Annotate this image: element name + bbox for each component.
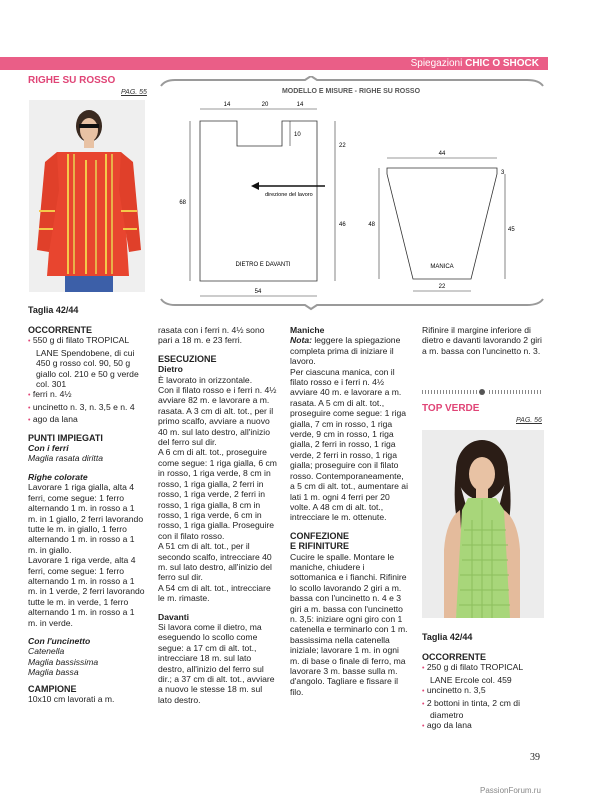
stitch-catenella: Catenella (28, 646, 65, 657)
righe-text-2: Lavorare 1 riga verde, alta 4 ferri, come segue: 1 ferro alternando 1 m. in rosso a 1 m. in 1 verde, 2 ferri lavorando tutte le m. in verde, 1 ferro alternando 1 m. in rosso a 1 m. in verde. (28, 555, 145, 628)
photo-top-verde (422, 430, 544, 618)
stitch-bassissima: Maglia bassissima (28, 656, 99, 667)
body-label: DIETRO E DAVANTI (235, 262, 291, 268)
item-title-righe: RIGHE SU ROSSO (28, 75, 116, 86)
photo-sweater-figure (29, 100, 145, 292)
material-2: • ferri n. 4½ (28, 389, 72, 400)
photo-top-figure (422, 430, 544, 618)
dim-22: 22 (339, 143, 346, 149)
dim-3: 3 (501, 170, 505, 176)
sleeve-outline (387, 168, 497, 279)
top-material-2: • uncinetto n. 3,5 (422, 685, 486, 696)
subheading-uncinetto: Con l'uncinetto (28, 635, 91, 646)
dim-10: 10 (294, 132, 301, 138)
top-material-1: • 250 g di filato TROPICAL LANE Ercole col. 459 (422, 662, 523, 685)
diagram-title: MODELLO E MISURE - RIGHE SU ROSSO (281, 88, 421, 95)
size-righe: Taglia 42/44 (28, 305, 79, 315)
header-brand: CHIC O SHOCK (465, 58, 539, 69)
direction-label: direzione del lavoro (265, 192, 313, 198)
heading-esecuzione: ESECUZIONE (158, 353, 217, 364)
size-top-verde: Taglia 42/44 (422, 632, 473, 642)
campione-continuation: rasata con i ferri n. 4½ sono pari a 18 m. e 23 ferri. (158, 325, 265, 346)
column-2 (158, 325, 278, 705)
dietro-text-3: A 6 cm di alt. tot., proseguire come segue: 1 riga gialla, 6 cm in rosso, 1 riga verde, 8 cm in rosso, 1 riga gialla, 2 ferri in rosso, 1 riga verde, 2 ferri in rosso, 1 riga gialla, 8 cm in rosso, 1 riga verde, 6 cm in rosso, 1 riga gialla. Proseguire con il filato rosso. (158, 447, 277, 541)
dim-45: 45 (508, 227, 515, 233)
dim-14a: 14 (223, 102, 231, 108)
material-3: • uncinetto n. 3, n. 3,5 e n. 4 (28, 401, 135, 412)
heading-confezione: CONFEZIONE (290, 530, 350, 541)
heading-punti: PUNTI IMPIEGATI (28, 432, 103, 443)
subheading-ferri: Con i ferri (28, 443, 69, 454)
dim-68: 68 (179, 200, 186, 206)
diagram-top-bracket (161, 76, 543, 86)
diagram-bottom-bracket (161, 299, 543, 309)
diagram-svg (155, 76, 548, 311)
page-number: 39 (530, 752, 540, 763)
material-4: • ago da lana (28, 414, 78, 425)
top-material-3: • 2 bottoni in tinta, 2 cm di diametro (422, 697, 520, 721)
subheading-davanti: Davanti (158, 611, 190, 622)
dietro-text-4: A 51 cm di alt. tot., per il secondo scalfo, intrecciare 40 m. sul lato destro, all'inizio del ferro sul dir. (158, 541, 272, 583)
heading-occorrente: OCCORRENTE (28, 325, 93, 335)
item-title-top-verde: TOP VERDE (422, 403, 480, 414)
dietro-text-2: Con il filato rosso e i ferri n. 4½ avviare 82 m. e lavorare a m. rasata. A 3 cm di alt. tot., per il primo scalfo, avviare a nuovo 40 m. sul lato destro, all'inizio del ferro sul dir. (158, 385, 277, 448)
heading-campione: CAMPIONE (28, 683, 77, 694)
material-1: • 550 g di filato TROPICAL LANE Spendobene, di cui 450 g rosso col. 90, 50 g giallo col. 210 e 50 g verde col. 301 (28, 335, 139, 390)
top-material-4: • ago da lana (422, 720, 472, 731)
dim-22-sleeve: 22 (438, 284, 446, 290)
subheading-dietro: Dietro (158, 364, 183, 375)
dim-46: 46 (339, 222, 346, 228)
subheading-righe: Righe colorate (28, 471, 88, 482)
dim-20: 20 (261, 102, 269, 108)
header-text (411, 57, 539, 70)
confezione-text: Cucire le spalle. Montare le maniche, chiudere i sottomanica e i fianchi. Rifinire lo scollo lavorando 2 giri a m. bassa con l'uncinetto n. 4 e 3 giri a m. bassa con l'uncinetto n. 3,5: iniziare ogni giro con 1 catenella e terminarlo con 1 m. bassissima nella catenella iniziale; lavorare 1 m. in ogni m. di base o finale di ferro, ma lavorare 3 m. basse sulla m. d'angolo. Tagliare e fissare il filo. (290, 551, 408, 697)
page-ref-top-verde: PAG. 56 (516, 417, 542, 424)
column-3 (290, 325, 410, 697)
column-1 (28, 325, 146, 704)
heading-rifiniture: E RIFINITURE (290, 541, 350, 552)
dietro-text-1: È lavorato in orizzontale. (158, 374, 253, 385)
dim-14b: 14 (296, 102, 304, 108)
righe-text-1: Lavorare 1 riga gialla, alta 4 ferri, come segue: 1 ferro alternando 1 m. in rosso a 1 m. in 1 giallo, 2 ferri lavorando tutte le m. in giallo, 1 ferro alternando 1 m. in rosso a 1 m. in giallo. (28, 482, 144, 555)
body-outline (200, 121, 317, 281)
sleeve-label: MANICA (430, 264, 454, 270)
column-4-bottom (422, 652, 544, 733)
campione-text: 10x10 cm lavorati a m. (28, 694, 115, 704)
dim-44: 44 (438, 151, 446, 157)
heading-occorrente-top: OCCORRENTE (422, 652, 487, 662)
stitch-rasata: Maglia rasata diritta (28, 453, 103, 464)
header-section: Spiegazioni (410, 58, 463, 69)
column-4-top (422, 325, 544, 356)
nota: Nota: leggere la spiegazione completa prima di iniziare il lavoro. (290, 335, 401, 367)
maniche-text: Per ciascuna manica, con il filato rosso e i ferri n. 4½ avviare 40 m. e lavorare a m. rasata. A 5 cm di alt. tot., proseguire come segue: 1 riga gialla, 7 cm in rosso, 1 riga verde, 9 cm in rosso, 1 riga gialla, 2 ferri in rosso, 1 riga verde, 2 ferri in rosso, 1 riga gialla; proseguire con il filato rosso. Contemporaneamente, a 5 cm di alt. tot., aumentare ai lati 1 m. ogni 4 ferri per 20 volte. A 48 cm di alt. tot., intrecciare le m. ottenute. (290, 366, 408, 523)
dim-54: 54 (254, 289, 262, 295)
photo-righe-su-rosso (29, 100, 145, 292)
pattern-diagram (155, 76, 548, 311)
dietro-text-5: A 54 cm di alt. tot., intrecciare le m. rimaste. (158, 582, 271, 604)
dim-48: 48 (368, 222, 375, 228)
rifinire-text: Rifinire il margine inferiore di dietro e davanti lavorando 2 giri a m. bassa con l'uncinetto n. 3. (422, 325, 542, 356)
divider-dots (422, 382, 544, 388)
davanti-text: Si lavora come il dietro, ma eseguendo lo scollo come segue: a 17 cm di alt. tot., intrecciare 18 m. sul lato destro, all'inizio del ferro sul dir.; a 37 cm di alt. tot., avviare a nuovo le stesse 18 m. sul lato destro. (158, 621, 275, 705)
page-ref-righe: PAG. 55 (121, 89, 147, 96)
stitch-bassa: Maglia bassa (28, 667, 79, 678)
watermark: PassionForum.ru (480, 786, 541, 795)
subheading-maniche: Maniche (290, 325, 325, 335)
